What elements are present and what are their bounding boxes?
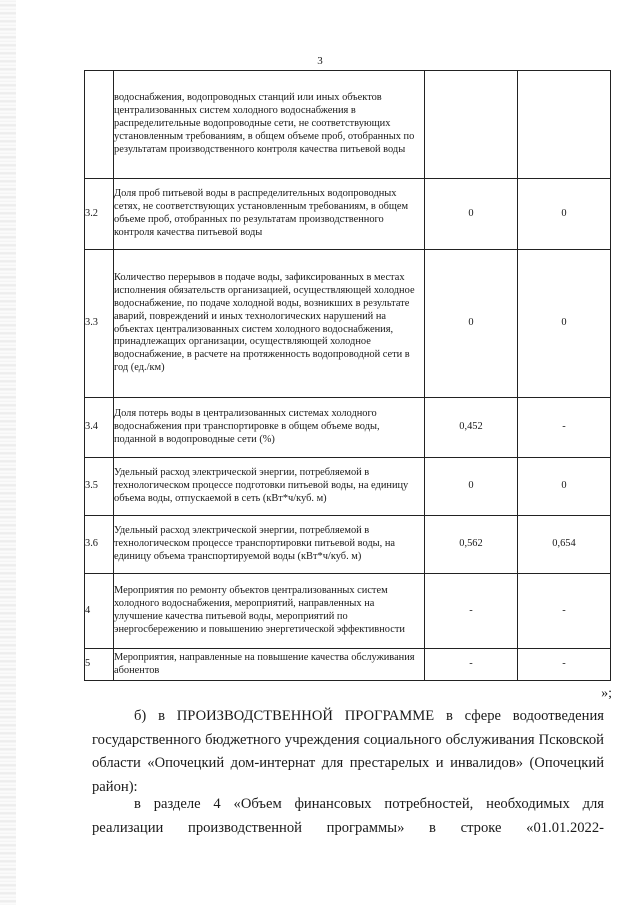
row-number (85, 71, 114, 179)
row-description: Мероприятия по ремонту объектов централизованных систем холодного водоснабжения, мероприятий, направленных на улучшение качества питьевой воды, мероприятий по энергосбережению и повышению энергетической эффективности (114, 574, 425, 649)
row-description: Доля проб питьевой воды в распределительных водопроводных сетях, не соответствующих установленным требованиям, в общем объеме проб, отобранных по результатам производственного контроля качества питьевой воды (114, 179, 425, 250)
row-value-1: - (425, 649, 518, 681)
table-row (85, 458, 611, 516)
row-description: Удельный расход электрической энергии, потребляемой в технологическом процессе подготовки питьевой воды, на единицу объема воды, отпускаемой в сеть (кВт*ч/куб. м) (114, 458, 425, 516)
row-description: Доля потерь воды в централизованных системах холодного водоснабжения при транспортировке в общем объеме воды, поданной в водопроводные сети (%) (114, 398, 425, 458)
row-value-1: 0 (425, 458, 518, 516)
row-number: 5 (85, 649, 114, 681)
indicators-table (84, 70, 611, 681)
row-value-1: 0,452 (425, 398, 518, 458)
row-value-2: 0 (518, 458, 611, 516)
row-number: 4 (85, 574, 114, 649)
row-value-2: - (518, 574, 611, 649)
table-row (85, 574, 611, 649)
page-number: 3 (317, 55, 323, 67)
row-value-2: 0 (518, 179, 611, 250)
row-value-1: 0 (425, 250, 518, 398)
row-value-2: - (518, 398, 611, 458)
row-value-2: 0,654 (518, 516, 611, 574)
row-number: 3.6 (85, 516, 114, 574)
table-row (85, 71, 611, 179)
scan-edge-artifact (0, 0, 16, 905)
row-value-1 (425, 71, 518, 179)
row-number: 3.2 (85, 179, 114, 250)
table-closing-quote: »; (601, 686, 612, 701)
row-value-1: 0,562 (425, 516, 518, 574)
row-value-2 (518, 71, 611, 179)
table-row (85, 179, 611, 250)
table-row (85, 250, 611, 398)
row-number: 3.4 (85, 398, 114, 458)
row-value-2: - (518, 649, 611, 681)
table-row (85, 398, 611, 458)
paragraph-section-4: в разделе 4 «Объем финансовых потребностей, необходимых для реализации производственной программы» в строке «01.01.2022- (92, 796, 604, 836)
row-description: водоснабжения, водопроводных станций или иных объектов централизованных систем холодного водоснабжения в распределительные водопроводные сети, не соответствующих установленным требованиям, в общем объеме проб, отобранных по результатам производственного контроля качества питьевой воды (114, 71, 425, 179)
row-value-1: - (425, 574, 518, 649)
paragraph-b: б) в ПРОИЗВОДСТВЕННОЙ ПРОГРАММЕ в сфере водоотведения государственного бюджетного учреждения социального обслуживания Псковской области «Опочецкий дом-интернат для престарелых и инвалидов» (Опочецкий район): (92, 708, 604, 795)
table-row (85, 649, 611, 681)
table-row (85, 516, 611, 574)
row-description: Количество перерывов в подаче воды, зафиксированных в местах исполнения обязательств организацией, осуществляющей холодное водоснабжение, по подаче холодной воды, возникших в результате аварий, повреждений и иных технологических нарушений на объектах централизованных систем холодного водоснабжения, принадлежащих организации, осуществляющей холодное водоснабжение, в расчете на протяженность водопроводной сети в год (ед./км) (114, 250, 425, 398)
row-number: 3.3 (85, 250, 114, 398)
row-description: Удельный расход электрической энергии, потребляемой в технологическом процессе транспортировки питьевой воды, на единицу объема транспортируемой воды (кВт*ч/куб. м) (114, 516, 425, 574)
row-value-2: 0 (518, 250, 611, 398)
row-value-1: 0 (425, 179, 518, 250)
row-description: Мероприятия, направленные на повышение качества обслуживания абонентов (114, 649, 425, 681)
row-number: 3.5 (85, 458, 114, 516)
